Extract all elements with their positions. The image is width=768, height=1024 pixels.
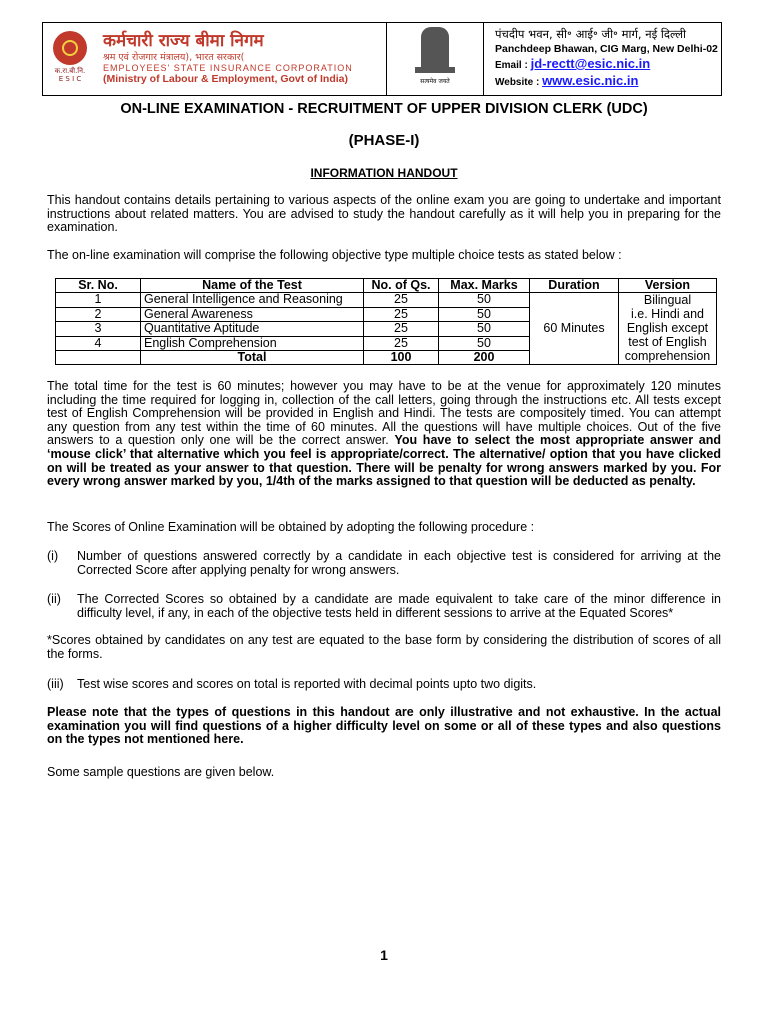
cell: 1 bbox=[56, 293, 141, 307]
phase-title: (PHASE-I) bbox=[348, 132, 420, 149]
version-cell: Bilingual i.e. Hindi and English except test of English comprehension bbox=[619, 293, 717, 365]
cell: 25 bbox=[364, 307, 439, 321]
address-hindi: पंचदीप भवन, सी॰ आई॰ जी॰ मार्ग, नई दिल्ली bbox=[495, 27, 686, 41]
logo-text: क.रा.बी.नि. E S I C bbox=[54, 67, 86, 83]
col-header: Duration bbox=[530, 279, 619, 293]
address-english: Panchdeep Bhawan, CIG Marg, New Delhi-02 bbox=[495, 43, 718, 55]
cell: 4 bbox=[56, 336, 141, 350]
sample-paragraph: Some sample questions are given below. bbox=[47, 765, 275, 779]
website-link[interactable]: www.esic.nic.in bbox=[542, 73, 639, 88]
cell: 25 bbox=[364, 322, 439, 336]
page-number: 1 bbox=[380, 947, 388, 963]
footnote-paragraph: *Scores obtained by candidates on any test are equated to the base form by considering the distribution of scores of all the forms. bbox=[47, 633, 721, 661]
email-link[interactable]: jd-rectt@esic.nic.in bbox=[530, 56, 651, 71]
table-row bbox=[56, 293, 717, 307]
handout-heading: INFORMATION HANDOUT bbox=[310, 166, 458, 180]
header-divider bbox=[483, 23, 484, 95]
item-text: Test wise scores and scores on total is reported with decimal points upto two digits. bbox=[77, 677, 537, 691]
intro-paragraph: This handout contains details pertaining to various aspects of the online exam you are going to undertake and important instructions about related matters. You are advised to study the handout carefully as it will help you in preparing for the examination. bbox=[47, 193, 721, 235]
cell: 25 bbox=[364, 293, 439, 307]
col-header: Sr. No. bbox=[56, 279, 141, 293]
duration-cell: 60 Minutes bbox=[530, 293, 619, 365]
scores-intro: The Scores of Online Examination will be obtained by adopting the following procedure : bbox=[47, 520, 535, 534]
col-header: Name of the Test bbox=[141, 279, 364, 293]
cell: 50 bbox=[439, 293, 530, 307]
ministry-hindi: श्रम एवं रोजगार मंत्रालय), भारत सरकार( bbox=[103, 52, 245, 63]
col-header: Version bbox=[619, 279, 717, 293]
document-title: ON-LINE EXAMINATION - RECRUITMENT OF UPPER DIVISION CLERK (UDC) bbox=[120, 101, 648, 117]
emblem-caption: सत्यमेव जयते bbox=[420, 78, 450, 85]
email-row bbox=[495, 56, 650, 71]
esic-emblem-icon bbox=[53, 31, 87, 65]
cell: 50 bbox=[439, 307, 530, 321]
timing-bold-text: You have to select the most appropriate answer and ‘mouse click’ that alternative which you feel is appropriate/correct. The alternative/ option that you have clicked on will be treated as your answer to that question. There will be penalty for wrong answers marked by you. For every wrong answer marked by you, 1/4th of the marks assigned to that question will be deducted as penalty. bbox=[47, 433, 722, 489]
cell: English Comprehension bbox=[141, 336, 364, 350]
cell: 2 bbox=[56, 307, 141, 321]
cell bbox=[56, 351, 141, 365]
org-name-hindi: कर्मचारी राज्य बीमा निगम bbox=[103, 31, 264, 51]
table-header-row bbox=[56, 279, 717, 293]
esic-logo bbox=[50, 27, 90, 89]
tests-table bbox=[55, 278, 717, 365]
cell: 50 bbox=[439, 336, 530, 350]
header-divider bbox=[386, 23, 387, 95]
item-text: The Corrected Scores so obtained by a candidate are made equivalent to take care of the minor difference in difficulty level, if any, in each of the objective tests held in different sessions to arrive at the Equated Scores* bbox=[77, 592, 721, 620]
item-number: (i) bbox=[47, 549, 59, 563]
total-qs: 100 bbox=[364, 351, 439, 365]
col-header: No. of Qs. bbox=[364, 279, 439, 293]
ashoka-emblem-icon bbox=[421, 27, 449, 69]
cell: 3 bbox=[56, 322, 141, 336]
cell: General Awareness bbox=[141, 307, 364, 321]
total-marks: 200 bbox=[439, 351, 530, 365]
org-name-english: EMPLOYEES' STATE INSURANCE CORPORATION bbox=[103, 63, 353, 73]
timing-paragraph bbox=[47, 380, 721, 489]
total-label: Total bbox=[141, 351, 364, 365]
cell: Quantitative Aptitude bbox=[141, 322, 364, 336]
item-text: Number of questions answered correctly by a candidate in each objective test is considered for arriving at the Corrected Score after applying penalty for wrong answers. bbox=[77, 549, 721, 577]
ministry-english: (Ministry of Labour & Employment, Govt of India) bbox=[103, 73, 349, 85]
item-number: (iii) bbox=[47, 677, 64, 691]
cell: General Intelligence and Reasoning bbox=[141, 293, 364, 307]
website-row bbox=[495, 73, 638, 88]
website-label: Website : bbox=[495, 77, 540, 88]
item-number: (ii) bbox=[47, 592, 61, 606]
table-intro: The on-line examination will comprise the following objective type multiple choice tests as stated below : bbox=[47, 248, 622, 262]
letterhead bbox=[42, 22, 722, 96]
email-label: Email : bbox=[495, 60, 528, 71]
national-emblem bbox=[398, 27, 472, 91]
timing-text: The total time for the test is 60 minutes; however you may have to be at the venue for approximately 120 minutes including the time required for logging in, collection of the call letters, going through the instructions etc. All tests except test of English Comprehension will be provided in English and Hindi. The tests are compositely timed. You can attempt any question from any test within the time of 60 minutes. All the questions will have multiple choices. Out of the five answers to a question only one will be the correct answer. bbox=[47, 379, 721, 448]
cell: 25 bbox=[364, 336, 439, 350]
col-header: Max. Marks bbox=[439, 279, 530, 293]
cell: 50 bbox=[439, 322, 530, 336]
note-paragraph: Please note that the types of questions in this handout are only illustrative and not exhaustive. In the actual examination you will find questions of a higher difficulty level on some or all of these types and also questions on the types not mentioned here. bbox=[47, 705, 721, 747]
